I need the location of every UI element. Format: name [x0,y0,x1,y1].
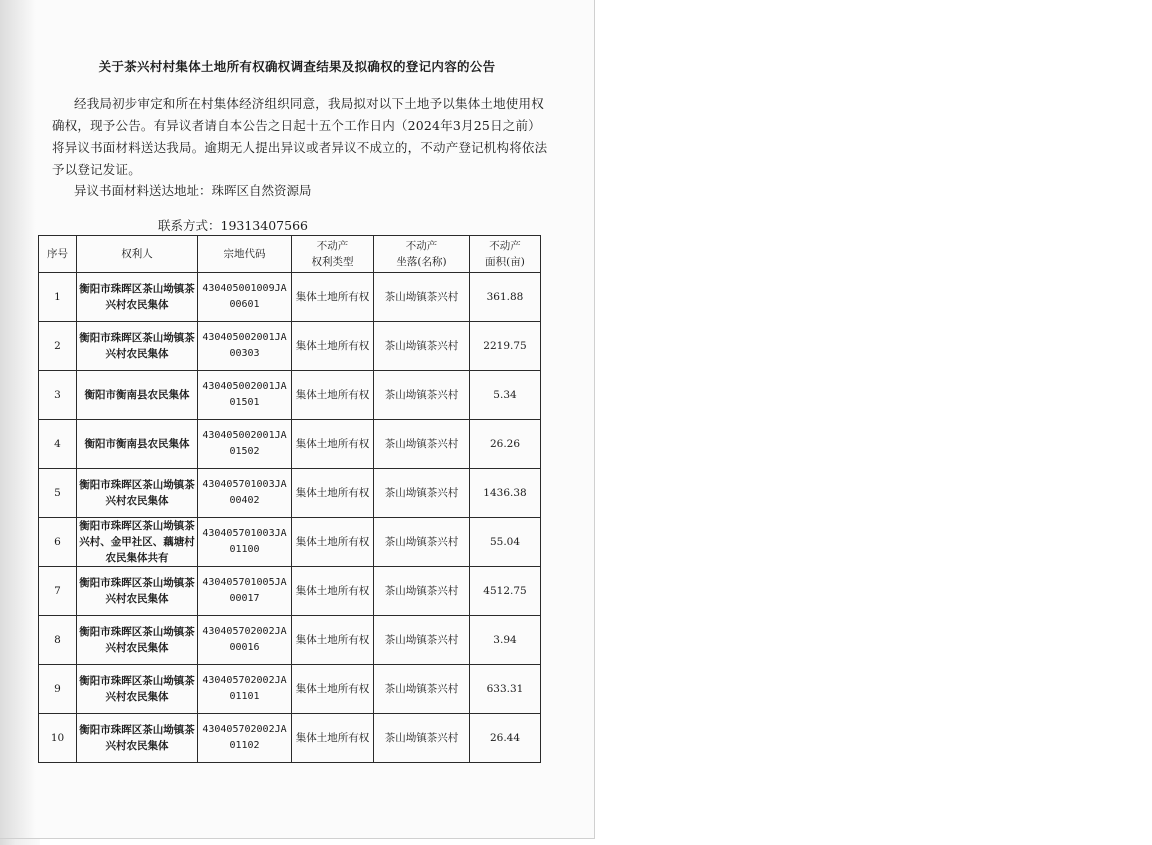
cell-right-type: 集体土地所有权 [292,371,374,420]
table-row [39,616,541,665]
cell-location: 茶山坳镇茶兴村 [374,322,470,371]
cell-owner: 衡阳市珠晖区茶山坳镇茶兴村、金甲社区、藕塘村农民集体共有 [77,518,198,567]
cell-owner: 衡阳市珠晖区茶山坳镇茶兴村农民集体 [77,616,198,665]
cell-right-type: 集体土地所有权 [292,273,374,322]
cell-owner: 衡阳市珠晖区茶山坳镇茶兴村农民集体 [77,273,198,322]
cell-code: 430405002001JA01502 [198,420,292,469]
table-row [39,714,541,763]
table-row [39,371,541,420]
cell-area: 361.88 [470,273,541,322]
cell-area: 26.26 [470,420,541,469]
cell-no: 4 [39,420,77,469]
cell-owner: 衡阳市珠晖区茶山坳镇茶兴村农民集体 [77,469,198,518]
cell-location: 茶山坳镇茶兴村 [374,273,470,322]
cell-code: 430405702002JA01101 [198,665,292,714]
cell-owner: 衡阳市珠晖区茶山坳镇茶兴村农民集体 [77,665,198,714]
cell-no: 2 [39,322,77,371]
objection-address: 异议书面材料送达地址：珠晖区自然资源局 [74,183,312,198]
cell-owner: 衡阳市珠晖区茶山坳镇茶兴村农民集体 [77,714,198,763]
land-rights-table [38,235,541,763]
table-row [39,518,541,567]
cell-no: 8 [39,616,77,665]
cell-owner: 衡阳市珠晖区茶山坳镇茶兴村农民集体 [77,567,198,616]
table-row [39,322,541,371]
header-location-line2: 坐落(名称) [396,256,447,268]
header-location [374,236,470,273]
contact-info: 联系方式：19313407566 [158,218,308,233]
cell-area: 26.44 [470,714,541,763]
cell-right-type: 集体土地所有权 [292,616,374,665]
cell-area: 633.31 [470,665,541,714]
cell-owner: 衡阳市珠晖区茶山坳镇茶兴村农民集体 [77,322,198,371]
cell-code: 430405701003JA01100 [198,518,292,567]
header-area-line2: 面积(亩) [485,256,525,268]
header-no: 序号 [39,236,77,273]
cell-location: 茶山坳镇茶兴村 [374,567,470,616]
table-row [39,273,541,322]
notice-paragraph [52,93,552,181]
table-header-row [39,236,541,273]
cell-owner: 衡阳市衡南县农民集体 [77,420,198,469]
cell-location: 茶山坳镇茶兴村 [374,714,470,763]
header-right-type [292,236,374,273]
cell-right-type: 集体土地所有权 [292,420,374,469]
cell-no: 3 [39,371,77,420]
cell-code: 430405702002JA01102 [198,714,292,763]
cell-no: 6 [39,518,77,567]
notice-paragraph-text: 经我局初步审定和所在村集体经济组织同意，我局拟对以下土地予以集体土地使用权确权，现予公告。有异议者请自本公告之日起十五个工作日内（2024年3月25日之前）将异议书面材料送达我局。逾期无人提出异议或者异议不成立的，不动产登记机构将依法予以登记发证。 [52,96,548,177]
cell-no: 10 [39,714,77,763]
cell-code: 430405702002JA00016 [198,616,292,665]
cell-owner: 衡阳市衡南县农民集体 [77,371,198,420]
cell-right-type: 集体土地所有权 [292,714,374,763]
cell-right-type: 集体土地所有权 [292,469,374,518]
table-row [39,665,541,714]
header-area-line1: 不动产 [489,240,521,252]
table-row [39,420,541,469]
header-area [470,236,541,273]
cell-location: 茶山坳镇茶兴村 [374,420,470,469]
cell-code: 430405002001JA00303 [198,322,292,371]
cell-location: 茶山坳镇茶兴村 [374,469,470,518]
cell-no: 5 [39,469,77,518]
notice-title: 关于茶兴村村集体土地所有权确权调查结果及拟确权的登记内容的公告 [98,59,496,74]
header-location-line1: 不动产 [405,240,438,252]
cell-location: 茶山坳镇茶兴村 [374,616,470,665]
cell-area: 3.94 [470,616,541,665]
page-edge-shadow [0,0,36,838]
table-row [39,469,541,518]
table-row [39,567,541,616]
header-code: 宗地代码 [198,236,292,273]
cell-no: 7 [39,567,77,616]
header-right-type-line2: 权利类型 [311,256,354,268]
cell-area: 5.34 [470,371,541,420]
header-right-type-line1: 不动产 [316,240,349,252]
cell-area: 55.04 [470,518,541,567]
cell-location: 茶山坳镇茶兴村 [374,665,470,714]
cell-code: 430405001009JA00601 [198,273,292,322]
header-owner: 权利人 [77,236,198,273]
cell-area: 1436.38 [470,469,541,518]
cell-code: 430405701005JA00017 [198,567,292,616]
cell-area: 2219.75 [470,322,541,371]
cell-code: 430405701003JA00402 [198,469,292,518]
cell-location: 茶山坳镇茶兴村 [374,371,470,420]
cell-right-type: 集体土地所有权 [292,518,374,567]
cell-code: 430405002001JA01501 [198,371,292,420]
cell-right-type: 集体土地所有权 [292,322,374,371]
cell-area: 4512.75 [470,567,541,616]
cell-right-type: 集体土地所有权 [292,567,374,616]
cell-no: 1 [39,273,77,322]
cell-location: 茶山坳镇茶兴村 [374,518,470,567]
cell-no: 9 [39,665,77,714]
cell-right-type: 集体土地所有权 [292,665,374,714]
